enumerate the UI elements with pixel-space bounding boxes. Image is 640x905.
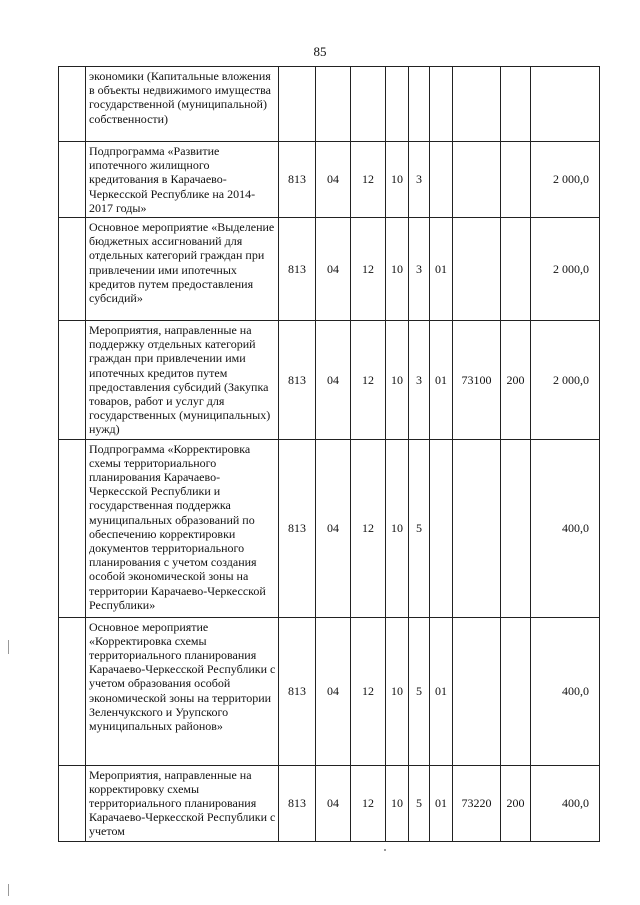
number-cell	[59, 321, 86, 440]
subsection-code-cell: 12	[351, 765, 386, 841]
expense-type-cell	[501, 617, 531, 765]
expense-name-cell: экономики (Капитальные вложения в объекты недвижимого имущества государственной (муниципальной) собственности)	[86, 67, 279, 142]
expense-name-cell: Мероприятия, направленные на поддержку отдельных категорий граждан при привлечении ими ипотечных кредитов путем предоставления субсидий (Закупка товаров, работ и услуг для государственных (муниципальных) нужд)	[86, 321, 279, 440]
expense-name-cell: Подпрограмма «Корректировка схемы территориального планирования Карачаево-Черкесской Республики и государственная поддержка муниципальных образований по обеспечению корректировки документов территориального планирования с учетом создания особой экономической зоны на территории Карачаево-Черкесской Республики»	[86, 439, 279, 617]
section-code-cell: 04	[316, 218, 351, 321]
direction-code-cell: 73100	[453, 321, 501, 440]
expense-type-cell	[501, 218, 531, 321]
number-cell	[59, 218, 86, 321]
subprogram-code-cell: 5	[409, 765, 430, 841]
expense-name-cell: Подпрограмма «Развитие ипотечного жилищного кредитования в Карачаево-Черкесской Республике на 2014-2017 годы»	[86, 142, 279, 218]
subsection-code-cell: 12	[351, 142, 386, 218]
subprogram-code-cell: 3	[409, 321, 430, 440]
program-code-cell: 10	[386, 765, 409, 841]
subprogram-code-cell: 3	[409, 142, 430, 218]
table-row	[59, 142, 600, 218]
admin-code-cell: 813	[279, 439, 316, 617]
amount-cell: 2 000,0	[531, 218, 600, 321]
event-code-cell: 01	[430, 321, 453, 440]
program-code-cell: 10	[386, 218, 409, 321]
admin-code-cell: 813	[279, 321, 316, 440]
section-code-cell: 04	[316, 439, 351, 617]
direction-code-cell	[453, 439, 501, 617]
section-code-cell	[316, 67, 351, 142]
subprogram-code-cell: 5	[409, 617, 430, 765]
direction-code-cell	[453, 218, 501, 321]
program-code-cell: 10	[386, 617, 409, 765]
amount-cell	[531, 67, 600, 142]
table-row	[59, 439, 600, 617]
amount-cell: 400,0	[531, 439, 600, 617]
expense-type-cell: 200	[501, 765, 531, 841]
number-cell	[59, 617, 86, 765]
admin-code-cell: 813	[279, 142, 316, 218]
budget-table	[58, 66, 600, 842]
expense-name-cell: Основное мероприятие «Корректировка схемы территориального планирования Карачаево-Черкесской Республики с учетом образования особой экономической зоны на территории Зеленчукского и Урупского муниципальных районов»	[86, 617, 279, 765]
number-cell	[59, 67, 86, 142]
subsection-code-cell: 12	[351, 439, 386, 617]
amount-cell: 400,0	[531, 765, 600, 841]
expense-type-cell	[501, 67, 531, 142]
admin-code-cell: 813	[279, 617, 316, 765]
scan-artifact	[8, 640, 9, 654]
event-code-cell	[430, 67, 453, 142]
direction-code-cell: 73220	[453, 765, 501, 841]
expense-type-cell: 200	[501, 321, 531, 440]
table-row	[59, 765, 600, 841]
table-row	[59, 67, 600, 142]
subsection-code-cell: 12	[351, 321, 386, 440]
event-code-cell: 01	[430, 218, 453, 321]
table-row	[59, 617, 600, 765]
admin-code-cell: 813	[279, 218, 316, 321]
direction-code-cell	[453, 617, 501, 765]
section-code-cell: 04	[316, 617, 351, 765]
expense-type-cell	[501, 439, 531, 617]
expense-name-cell: Основное мероприятие «Выделение бюджетных ассигнований для отдельных категорий граждан при привлечении ими ипотечных кредитов путем предоставления субсидий»	[86, 218, 279, 321]
page-number: 85	[313, 44, 327, 59]
scan-artifact	[8, 884, 9, 896]
scan-artifact	[384, 849, 386, 851]
event-code-cell	[430, 439, 453, 617]
program-code-cell: 10	[386, 439, 409, 617]
amount-cell: 2 000,0	[531, 142, 600, 218]
subsection-code-cell	[351, 67, 386, 142]
expense-name-cell: Мероприятия, направленные на корректировку схемы территориального планирования Карачаево-Черкесской Республики с учетом	[86, 765, 279, 841]
number-cell	[59, 142, 86, 218]
event-code-cell	[430, 142, 453, 218]
expense-type-cell	[501, 142, 531, 218]
amount-cell: 400,0	[531, 617, 600, 765]
amount-cell: 2 000,0	[531, 321, 600, 440]
subprogram-code-cell	[409, 67, 430, 142]
table-row	[59, 321, 600, 440]
subprogram-code-cell: 3	[409, 218, 430, 321]
program-code-cell	[386, 67, 409, 142]
section-code-cell: 04	[316, 142, 351, 218]
subsection-code-cell: 12	[351, 617, 386, 765]
admin-code-cell	[279, 67, 316, 142]
subprogram-code-cell: 5	[409, 439, 430, 617]
number-cell	[59, 765, 86, 841]
program-code-cell: 10	[386, 321, 409, 440]
admin-code-cell: 813	[279, 765, 316, 841]
direction-code-cell	[453, 142, 501, 218]
number-cell	[59, 439, 86, 617]
section-code-cell: 04	[316, 321, 351, 440]
event-code-cell: 01	[430, 765, 453, 841]
section-code-cell: 04	[316, 765, 351, 841]
table-row	[59, 218, 600, 321]
event-code-cell: 01	[430, 617, 453, 765]
subsection-code-cell: 12	[351, 218, 386, 321]
direction-code-cell	[453, 67, 501, 142]
program-code-cell: 10	[386, 142, 409, 218]
